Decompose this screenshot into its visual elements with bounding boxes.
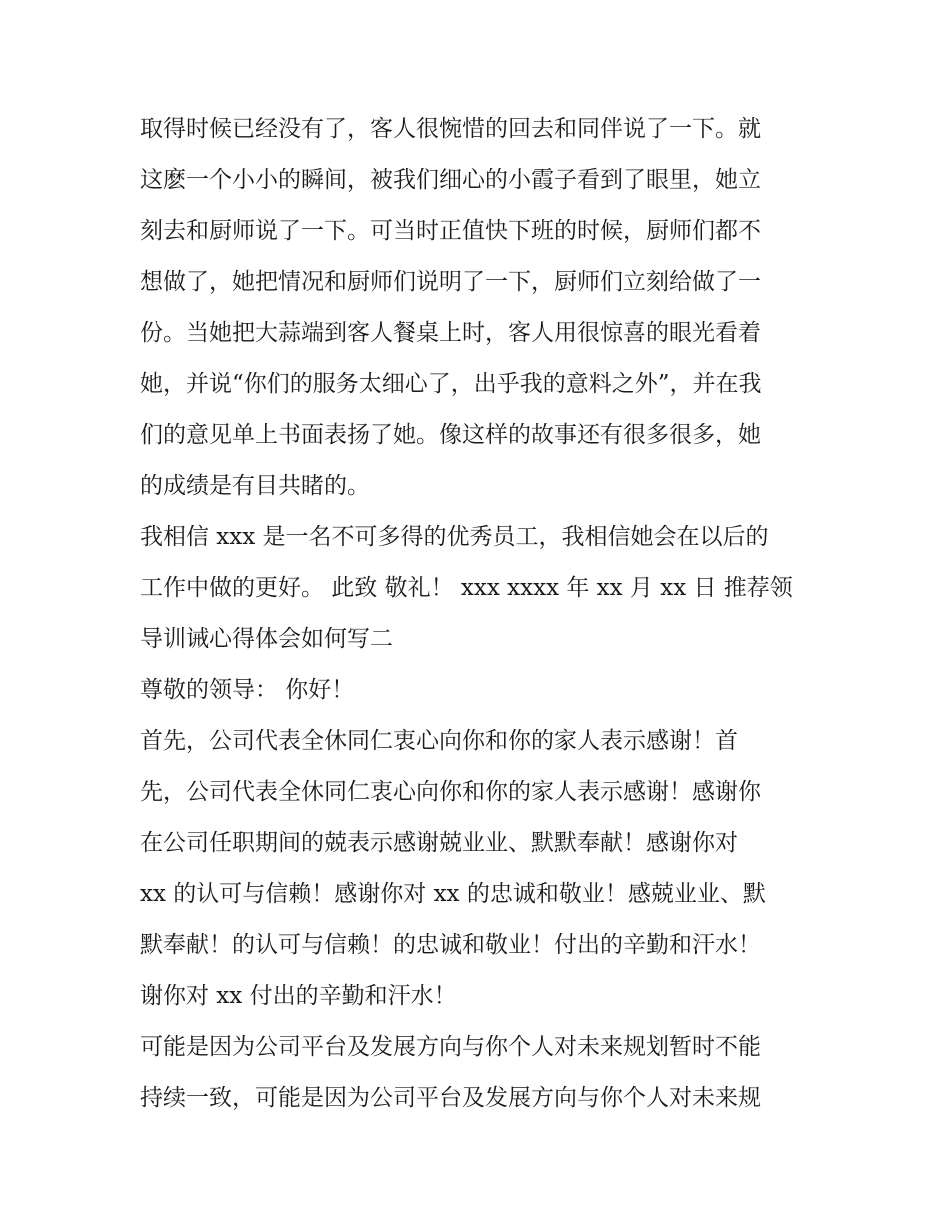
text-line: 想做了，她把情况和厨师们说明了一下，厨师们立刻给做了一 xyxy=(140,269,761,295)
text-line: 们的意见单上书面表扬了她。像这样的故事还有很多很多，她 xyxy=(140,422,761,448)
text-line: 的成绩是有目共睹的。 xyxy=(140,473,370,499)
document-body xyxy=(140,104,820,1124)
text-line: 份。当她把大蒜端到客人餐桌上时，客人用很惊喜的眼光看着 xyxy=(140,320,761,346)
text-line: 刻去和厨师说了一下。可当时正值快下班的时候，厨师们都不 xyxy=(140,218,761,244)
text-line: 这麽一个小小的瞬间，被我们细心的小霞子看到了眼里，她立 xyxy=(140,167,761,193)
text-line: 谢你对 xx 付出的辛勤和汗水！ xyxy=(140,983,457,1009)
text-line: 她，并说“你们的服务太细心了，出乎我的意料之外”，并在我 xyxy=(140,371,762,397)
text-line: 工作中做的更好。 此致 敬礼！ xxx xxxx 年 xx 月 xx 日 推荐领 xyxy=(140,575,793,601)
text-line: 默奉献！的认可与信赖！的忠诚和敬业！付出的辛勤和汗水！ xyxy=(140,932,761,958)
text-line: 持续一致，可能是因为公司平台及发展方向与你个人对未来规 xyxy=(140,1085,761,1111)
text-line: 导训诫心得体会如何写二 xyxy=(140,626,393,652)
text-line: 可能是因为公司平台及发展方向与你个人对未来规划暂时不能 xyxy=(140,1034,761,1060)
text-line: 首先，公司代表全休同仁衷心向你和你的家人表示感谢！首 xyxy=(140,728,738,754)
text-line: xx 的认可与信赖！感谢你对 xx 的忠诚和敬业！感兢业业、默 xyxy=(140,881,766,907)
text-line: 先，公司代表全休同仁衷心向你和你的家人表示感谢！感谢你 xyxy=(140,779,761,805)
text-line: 取得时候已经没有了，客人很惋惜的回去和同伴说了一下。就 xyxy=(140,116,761,142)
text-line: 我相信 xxx 是一名不可多得的优秀员工，我相信她会在以后的 xyxy=(140,524,769,550)
greeting-line: 尊敬的领导： 你好！ xyxy=(140,677,355,703)
text-line: 在公司任职期间的兢表示感谢兢业业、默默奉献！感谢你对 xyxy=(140,830,738,856)
